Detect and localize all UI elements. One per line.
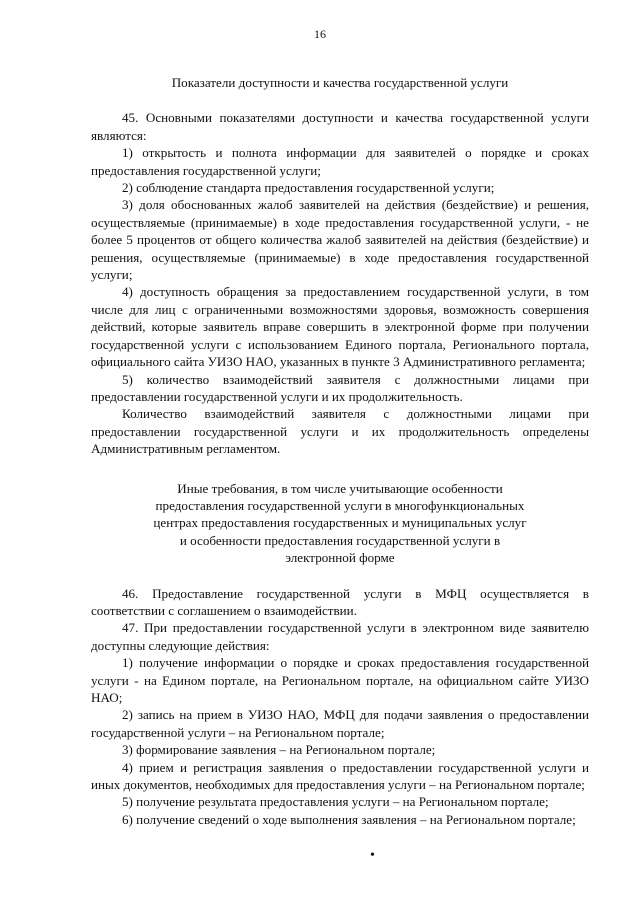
heading-line: Иные требования, в том числе учитывающие особенности: [177, 480, 503, 496]
heading-line: и особенности предоставления государственной услуги в: [179, 532, 501, 548]
list-item: 3) формирование заявления – на Региональном портале;: [122, 742, 436, 758]
page-number: 16: [314, 27, 326, 41]
document-body: [91, 74, 589, 828]
list-item: 5) количество взаимодействий заявителя с должностными лицами при предоставлении государственной услуги и их продолжительность.: [91, 371, 589, 404]
list-item: 3) доля обоснованных жалоб заявителей на действия (бездействие) и решения, осуществляемые (принимаемые) в ходе предоставления государственной услуги, - не более 5 процентов от общего количества жалоб заявителей на действия (бездействие) и решения, осуществляемые (принимаемые) в ходе предоставления государственной услуги;: [91, 197, 589, 283]
list-item: 4) прием и регистрация заявления о предоставлении государственной услуги и иных документов, необходимых для предоставления услуги – на Региональном портале;: [91, 759, 589, 793]
paragraph: 47. При предоставлении государственной услуги в электронном виде заявителю доступны следующие действия:: [91, 620, 589, 653]
list-item: 4) доступность обращения за предоставлением государственной услуги, в том числе для лиц с ограниченными возможностями здоровья, возможность совершения действий, которые заявитель вправе совершить в электронной форме при получении государственной услуги с использованием Единого портала, Регионального портала, официального сайта УИЗО НАО, указанных в пункте 3 Административного регламента;: [91, 284, 589, 370]
list-item: 2) соблюдение стандарта предоставления государственной услуги;: [122, 180, 495, 196]
heading-line: центрах предоставления государственных и муниципальных услуг: [153, 515, 527, 531]
list-item: 1) открытость и полнота информации для заявителей о порядке и сроках предоставления государственной услуги;: [91, 145, 589, 178]
paragraph: 46. Предоставление государственной услуги в МФЦ осуществляется в соответствии с соглашением о взаимодействии.: [91, 585, 589, 618]
section-heading-other-requirements: [91, 480, 589, 567]
list-item: 1) получение информации о порядке и сроках предоставления государственной услуги - на Едином портале, на Региональном портале, на официальном сайте УИЗО НАО;: [91, 655, 589, 705]
list-item: 2) запись на прием в УИЗО НАО, МФЦ для подачи заявления о предоставлении государственной услуги – на Региональном портале;: [91, 707, 589, 740]
list-item: 5) получение результата предоставления услуги – на Региональном портале;: [122, 794, 549, 810]
scan-dot-mark: •: [370, 848, 375, 863]
paragraph: 45. Основными показателями доступности и качества государственной услуги являются:: [91, 110, 589, 143]
list-item: 6) получение сведений о ходе выполнения заявления – на Региональном портале;: [122, 811, 576, 827]
heading-line: предоставления государственной услуги в многофункциональных: [155, 497, 525, 513]
paragraph: Количество взаимодействий заявителя с должностными лицами при предоставлении государственной услуги и их продолжительность определены Административным регламентом.: [91, 406, 589, 457]
heading-line: электронной форме: [285, 550, 395, 566]
section-heading-accessibility: Показатели доступности и качества государственной услуги: [171, 75, 509, 90]
